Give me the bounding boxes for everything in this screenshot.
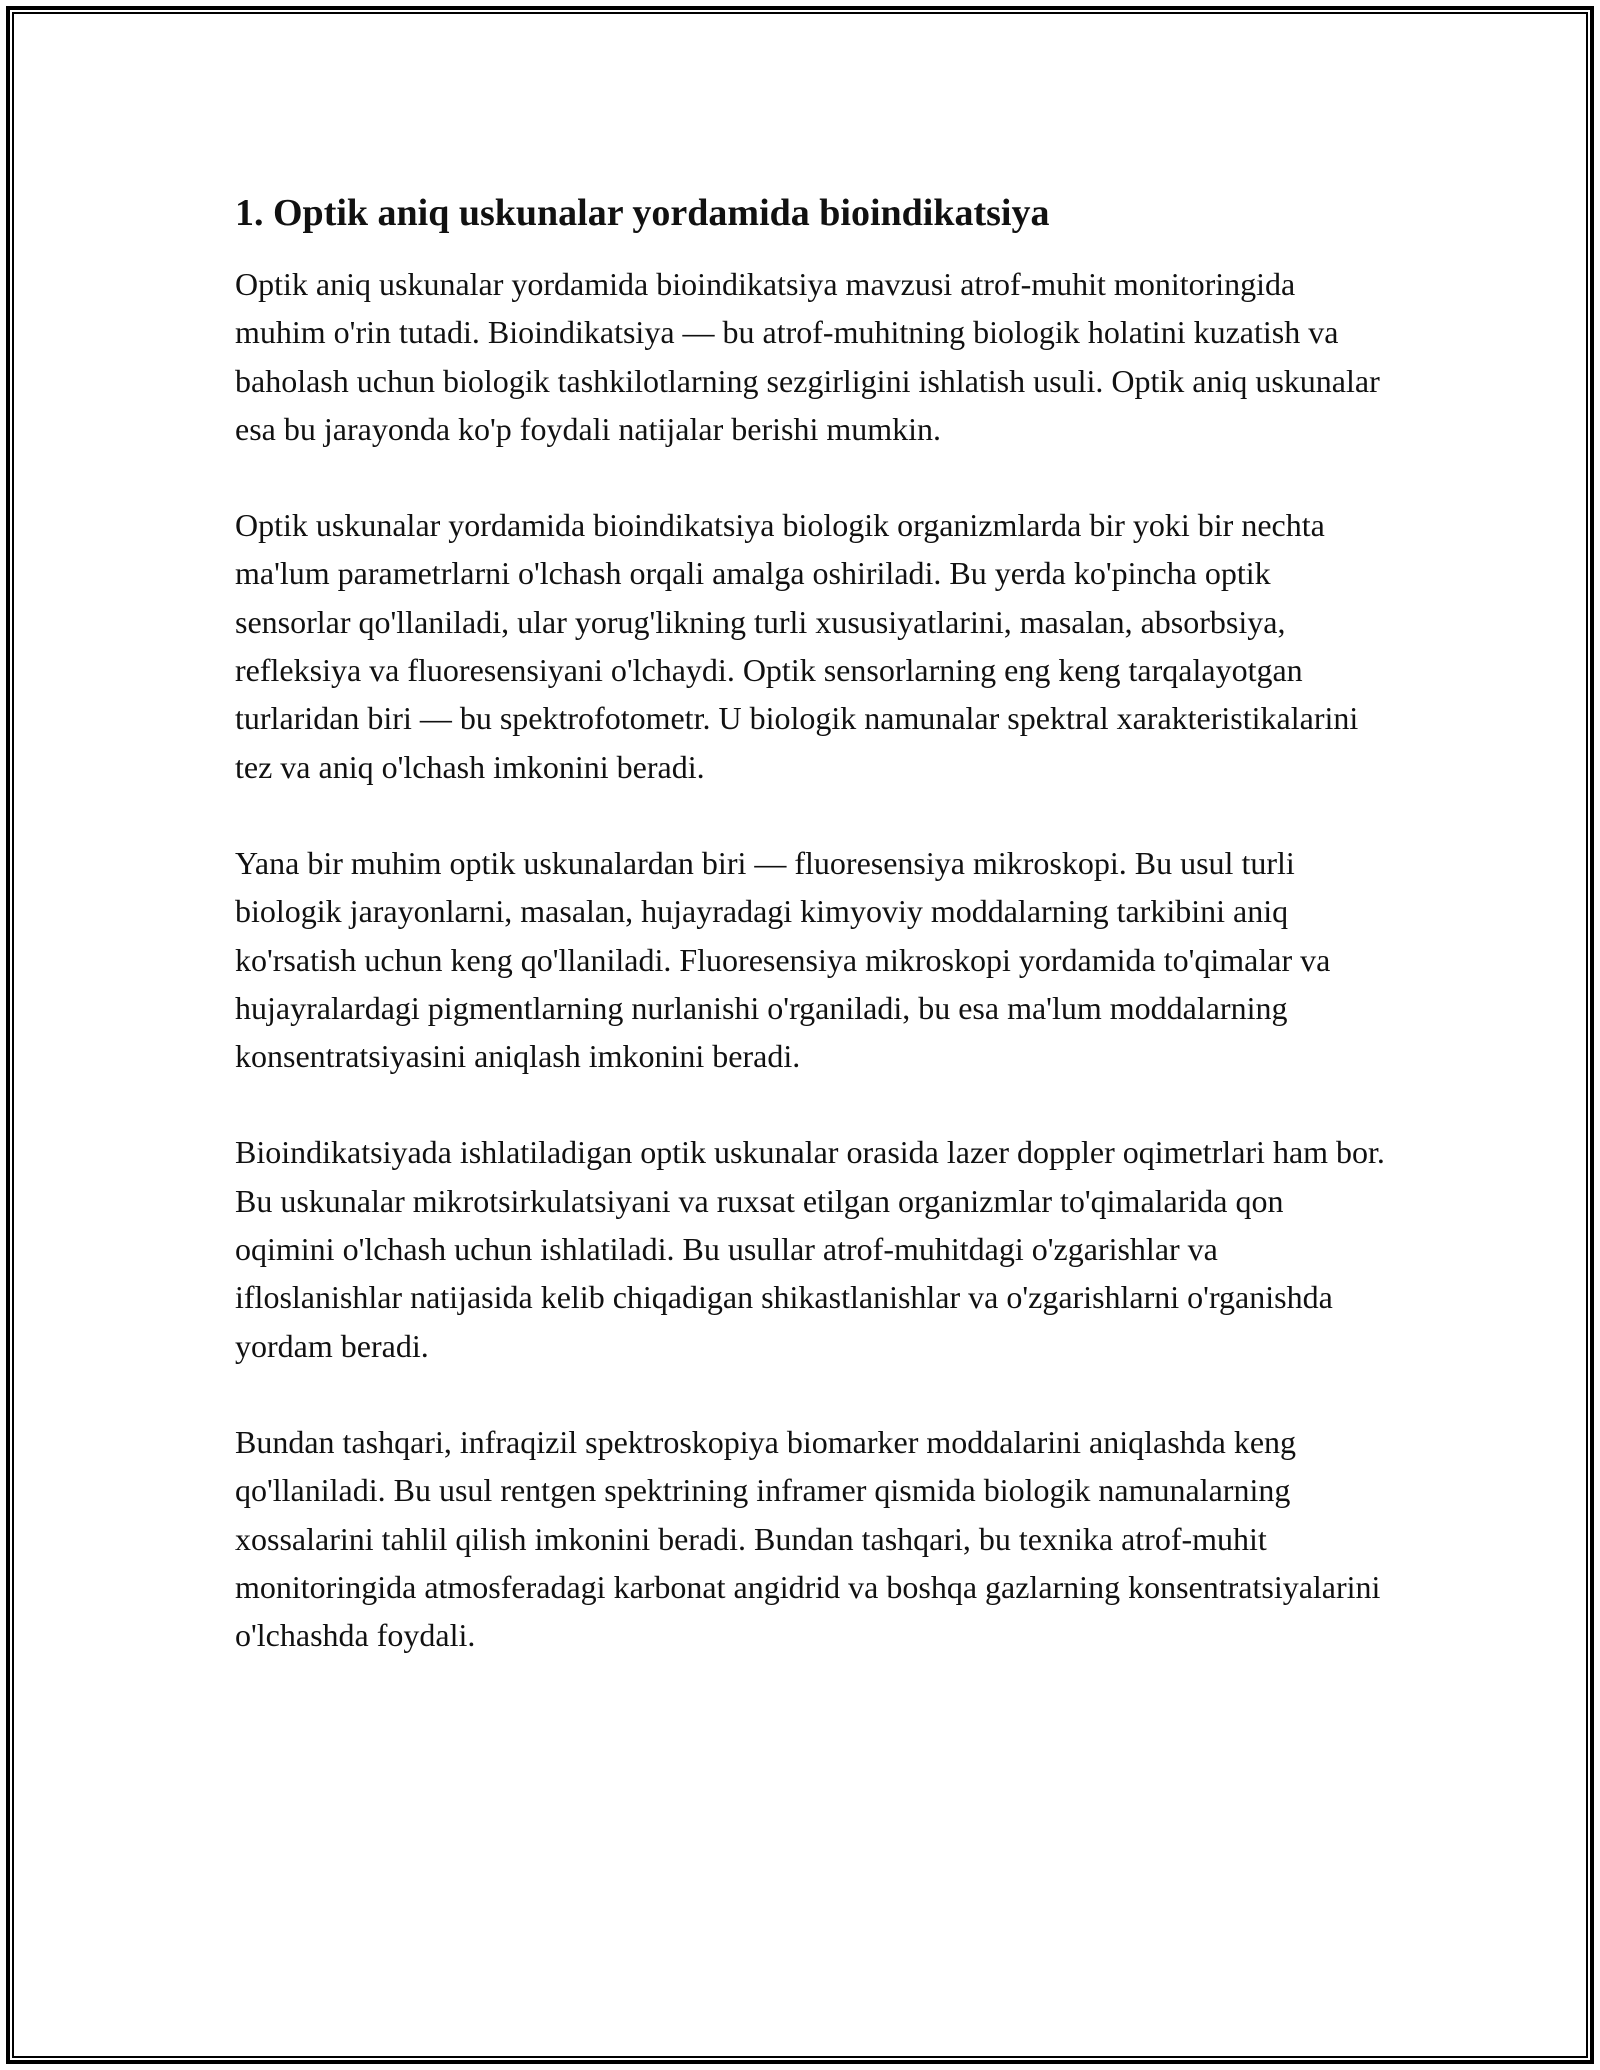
paragraph-4: Bioindikatsiyada ishlatiladigan optik uskunalar orasida lazer doppler oqimetrlari ham bor. Bu uskunalar mikrotsirkulatsiyani va ruxsat etilgan organizmlar to'qimalarida qon oqimini o'lchash uchun ishlatiladi. Bu usullar atrof-muhitdagi o'zgarishlar va ifloslanishlar natijasida kelib chiqadigan shikastlanishlar va o'zgarishlarni o'rganishda yordam beradi. [235, 1134, 1385, 1364]
paragraph-2: Optik uskunalar yordamida bioindikatsiya biologik organizmlarda bir yoki bir nechta ma'lum parametrlarni o'lchash orqali amalga oshiriladi. Bu yerda ko'pincha optik sensorlar qo'llaniladi, ular yorug'likning turli xususiyatlarini, masalan, absorbsiya, refleksiya va fluoresensiyani o'lchaydi. Optik sensorlarning eng keng tarqalayotgan turlaridan biri — bu spektrofotometr. U biologik namunalar spektral xarakteristikalarini tez va aniq o'lchash imkonini beradi. [235, 507, 1359, 785]
paragraph-3: Yana bir muhim optik uskunalardan biri — fluoresensiya mikroskopi. Bu usul turli biologik jarayonlarni, masalan, hujayradagi kimyoviy moddalarning tarkibini aniq ko'rsatish uchun keng qo'llaniladi. Fluoresensiya mikroskopi yordamida to'qimalar va hujayralardagi pigmentlarning nurlanishi o'rganiladi, bu esa ma'lum moddalarning konsentratsiyasini aniqlash imkonini beradi. [235, 844, 1331, 1075]
section-heading: 1. Optik aniq uskunalar yordamida bioindikatsiya [235, 192, 1050, 234]
paragraph-5: Bundan tashqari, infraqizil spektroskopiya biomarker moddalarini aniqlashda keng qo'llaniladi. Bu usul rentgen spektrining inframer qismida biologik namunalarning xossalarini tahlil qilish imkonini beradi. Bundan tashqari, bu texnika atrof-muhit monitoringida atmosferadagi karbonat angidrid va boshqa gazlarning konsentratsiyalarini o'lchashda foydali. [235, 1423, 1381, 1654]
paragraph-1: Optik aniq uskunalar yordamida bioindikatsiya mavzusi atrof-muhit monitoringida muhim o'rin tutadi. Bioindikatsiya — bu atrof-muhitning biologik holatini kuzatish va baholash uchun biologik tashkilotlarning sezgirligini ishlatish usuli. Optik aniq uskunalar esa bu jarayonda ko'p foydali natijalar berishi mumkin. [235, 266, 1380, 447]
document-body [235, 186, 1385, 1707]
